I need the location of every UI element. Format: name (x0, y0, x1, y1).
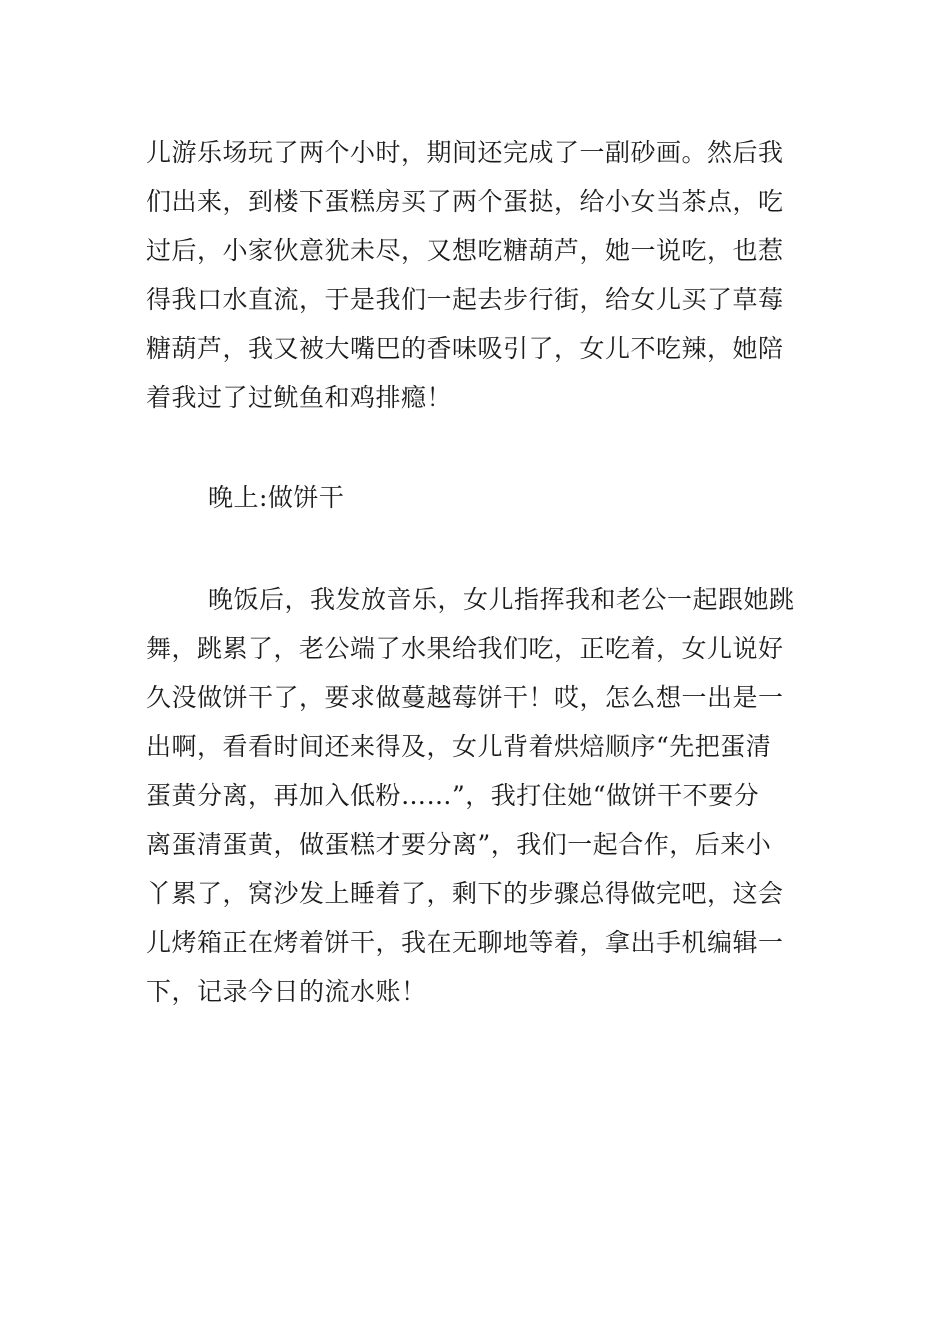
section-heading (146, 473, 806, 522)
paragraph-line: 过后，小家伙意犹未尽，又想吃糖葫芦，她一说吃，也惹 (146, 236, 784, 265)
paragraph-line: 丫累了，窝沙发上睡着了，剩下的步骤总得做完吧，这会 (146, 879, 784, 908)
section-heading-text: 晚上:做饼干 (208, 483, 345, 512)
paragraph-line: 下，记录今日的流水账！ (146, 977, 427, 1006)
paragraph-evening (146, 575, 806, 1016)
paragraph-line: 们出来，到楼下蛋糕房买了两个蛋挞，给小女当茶点，吃 (146, 187, 784, 216)
paragraph-line: 糖葫芦，我又被大嘴巴的香味吸引了，女儿不吃辣，她陪 (146, 334, 784, 363)
paragraph-line: 得我口水直流，于是我们一起去步行街，给女儿买了草莓 (146, 285, 784, 314)
paragraph-afternoon (146, 128, 806, 422)
paragraph-line: 久没做饼干了，要求做蔓越莓饼干！哎，怎么想一出是一 (146, 683, 784, 712)
paragraph-line: 着我过了过鱿鱼和鸡排瘾！ (146, 383, 453, 412)
paragraph-line: 离蛋清蛋黄，做蛋糕才要分离”，我们一起合作，后来小 (146, 830, 772, 859)
paragraph-line: 儿烤箱正在烤着饼干，我在无聊地等着，拿出手机编辑一 (146, 928, 784, 957)
paragraph-line: 儿游乐场玩了两个小时，期间还完成了一副砂画。然后我 (146, 138, 784, 167)
paragraph-line: 出啊，看看时间还来得及，女儿背着烘焙顺序“先把蛋清 (146, 732, 772, 761)
paragraph-line: 蛋黄分离，再加入低粉……”，我打住她“做饼干不要分 (146, 781, 760, 810)
paragraph-line: 舞，跳累了，老公端了水果给我们吃，正吃着，女儿说好 (146, 634, 784, 663)
paragraph-line: 晚饭后，我发放音乐，女儿指挥我和老公一起跟她跳 (208, 585, 795, 614)
